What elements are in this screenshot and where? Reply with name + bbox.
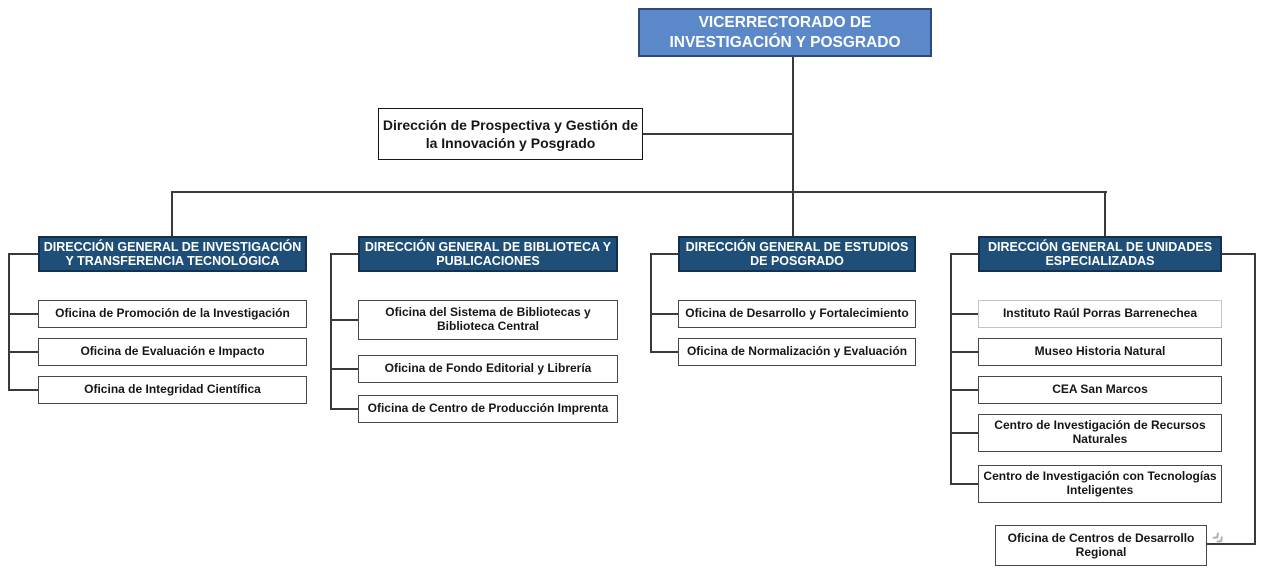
connector-branch2-trunk <box>330 253 332 410</box>
connector-branch4-header-stub <box>950 253 978 255</box>
org-node-promocion-investigacion: Oficina de Promoción de la Investigación <box>38 300 307 328</box>
connector-right-trunk <box>1254 253 1256 545</box>
org-header-biblioteca-publicaciones: DIRECCIÓN GENERAL DE BIBLIOTECA Y PUBLICACIONES <box>358 236 618 272</box>
org-node-desarrollo-fortalecimiento: Oficina de Desarrollo y Fortalecimiento <box>678 300 916 328</box>
connector-root-vertical <box>792 57 794 236</box>
connector-branch3-trunk <box>650 253 652 353</box>
connector-branch4-child2-stub <box>950 351 978 353</box>
org-node-prospectiva: Dirección de Prospectiva y Gestión de la Innovación y Posgrado <box>378 108 643 160</box>
connector-branch4-child1-stub <box>950 313 978 315</box>
org-node-museo-historia-natural: Museo Historia Natural <box>978 338 1222 366</box>
org-node-integridad-cientifica: Oficina de Integridad Científica <box>38 376 307 404</box>
connector-branch4-right-stub <box>1222 253 1256 255</box>
connector-branch1-header-stub <box>8 253 38 255</box>
connector-branch1-child1-stub <box>8 313 38 315</box>
connector-distribution <box>171 191 1107 193</box>
org-header-unidades-especializadas: DIRECCIÓN GENERAL DE UNIDADES ESPECIALIZADAS <box>978 236 1222 272</box>
connector-branch4-trunk <box>950 253 952 484</box>
connector-branch3-child2-stub <box>650 351 678 353</box>
connector-branch2-header-stub <box>330 253 358 255</box>
connector-drop-branch4 <box>1104 191 1106 236</box>
org-header-estudios-posgrado: DIRECCIÓN GENERAL DE ESTUDIOS DE POSGRADO <box>678 236 916 272</box>
connector-branch3-child1-stub <box>650 313 678 315</box>
org-node-produccion-imprenta: Oficina de Centro de Producción Imprenta <box>358 395 618 423</box>
connector-branch4-child5-stub <box>950 483 978 485</box>
connector-branch2-child2-stub <box>330 368 358 370</box>
connector-branch3-header-stub <box>650 253 678 255</box>
connector-branch4-child3-stub <box>950 389 978 391</box>
connector-branch2-child3-stub <box>330 408 358 410</box>
org-node-centro-recursos-naturales: Centro de Investigación de Recursos Naturales <box>978 414 1222 452</box>
connector-branch2-child1-stub <box>330 319 358 321</box>
org-node-instituto-porras: Instituto Raúl Porras Barrenechea <box>978 300 1222 328</box>
org-node-centro-tecnologias-inteligentes: Centro de Investigación con Tecnologías Inteligentes <box>978 465 1222 503</box>
connector-branch4-child4-stub <box>950 432 978 434</box>
org-node-evaluacion-impacto: Oficina de Evaluación e Impacto <box>38 338 307 366</box>
break-mark-icon: ›› <box>1207 526 1230 549</box>
org-node-fondo-editorial: Oficina de Fondo Editorial y Librería <box>358 355 618 383</box>
connector-branch1-child3-stub <box>8 389 38 391</box>
org-node-centros-desarrollo-regional: Oficina de Centros de Desarrollo Regional <box>995 525 1207 566</box>
org-node-sistema-bibliotecas: Oficina del Sistema de Bibliotecas y Biblioteca Central <box>358 300 618 340</box>
org-node-vicerrectorado: VICERRECTORADO DE INVESTIGACIÓN Y POSGRADO <box>638 8 932 57</box>
connector-staff-stub <box>643 133 792 135</box>
org-node-normalizacion-evaluacion: Oficina de Normalización y Evaluación <box>678 338 916 366</box>
connector-branch1-child2-stub <box>8 351 38 353</box>
org-header-investigacion-transferencia: DIRECCIÓN GENERAL DE INVESTIGACIÓN Y TRANSFERENCIA TECNOLÓGICA <box>38 236 307 272</box>
org-node-cea-san-marcos: CEA San Marcos <box>978 376 1222 404</box>
connector-branch1-trunk <box>8 253 10 391</box>
connector-drop-branch1 <box>171 191 173 236</box>
